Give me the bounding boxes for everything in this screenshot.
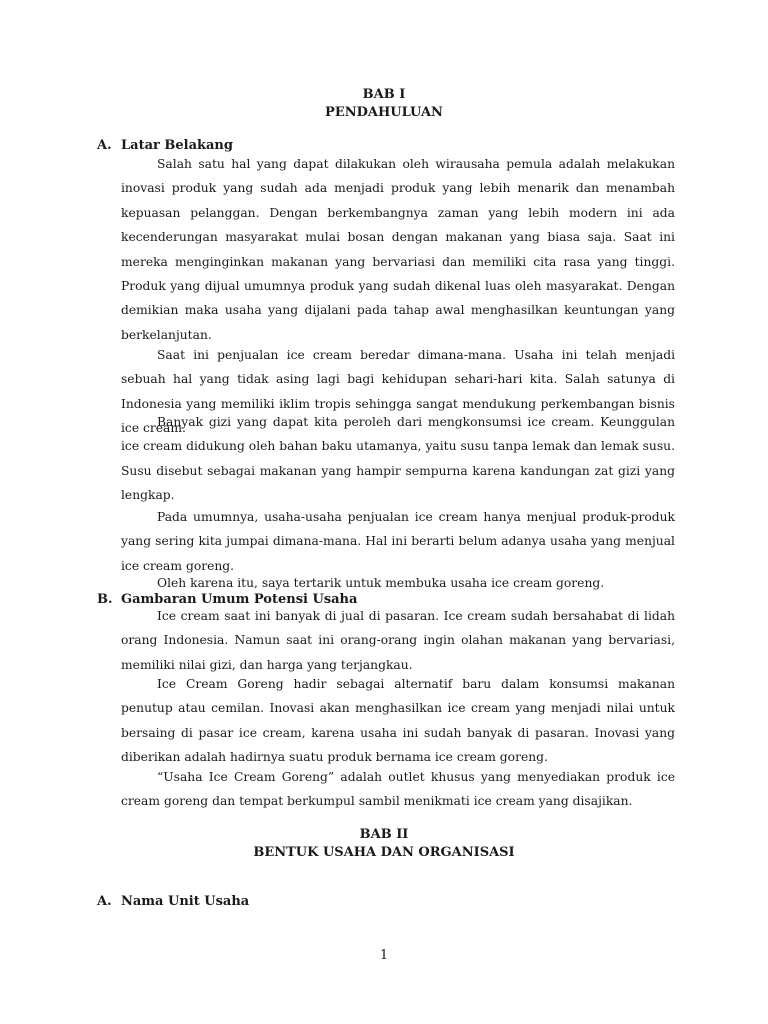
section-a-paragraph-5: Oleh karena itu, saya tertarik untuk membuka usaha ice cream goreng. [157, 576, 605, 590]
section-a-title: Latar Belakang [121, 138, 233, 153]
section-a-paragraph-4: Pada umumnya, usaha-usaha penjualan ice cream hanya menjual produk-produk yang sering kita jumpai dimana-mana. Hal ini berarti belum adanya usaha yang menjual ice cream goreng. [121, 510, 675, 573]
section-b-paragraph-1: Ice cream saat ini banyak di jual di pasaran. Ice cream sudah bersahabat di lidah orang Indonesia. Namun saat ini orang-orang ingin olahan makanan yang bervariasi, memiliki nilai gizi, dan harga yang terjangkau. [121, 609, 675, 672]
section-a-paragraph-3: Banyak gizi yang dapat kita peroleh dari mengkonsumsi ice cream. Keunggulan ice cream didukung oleh bahan baku utamanya, yaitu susu tanpa lemak dan lemak susu. Susu disebut sebagai makanan yang hampir sempurna karena kandungan zat gizi yang lengkap. [121, 415, 675, 503]
page-number: 1 [379, 948, 389, 963]
section-b-paragraph-2: Ice Cream Goreng hadir sebagai alternatif baru dalam konsumsi makanan penutup atau cemilan. Inovasi akan menghasilkan ice cream yang menjadi nilai untuk bersaing di pasar ice cream, karena usaha ini sudah banyak di pasaran. Inovasi yang diberikan adalah hadirnya suatu produk bernama ice cream goreng. [121, 677, 675, 765]
section-b-letter: B. [97, 592, 113, 607]
chapter-2-title: BENTUK USAHA DAN ORGANISASI [253, 845, 515, 860]
section-a-paragraph-1: Salah satu hal yang dapat dilakukan oleh wirausaha pemula adalah melakukan inovasi produk yang sudah ada menjadi produk yang lebih menarik dan menambah kepuasan pelanggan. Dengan berkembangnya zaman yang lebih modern ini ada kecenderungan masyarakat mulai bosan dengan makanan yang biasa saja. Saat ini mereka menginginkan makanan yang bervariasi dan memiliki cita rasa yang tinggi. Produk yang dijual umumnya produk yang sudah dikenal luas oleh masyarakat. Dengan demikian maka usaha yang dijalani pada tahap awal menghasilkan keuntungan yang berkelanjutan. [121, 157, 675, 342]
section-a-paragraph-2: Saat ini penjualan ice cream beredar dimana-mana. Usaha ini telah menjadi sebuah hal yang tidak asing lagi bagi kehidupan sehari-hari kita. Salah satunya di Indonesia yang memiliki iklim tropis sehingga sangat mendukung perkembangan bisnis ice cream. [121, 348, 675, 436]
chapter-2-section-a-heading [97, 893, 249, 911]
chapter-1-title: PENDAHULUAN [325, 105, 443, 120]
chapter-2-section-a-letter: A. [97, 894, 112, 909]
chapter-2-label: BAB II [359, 827, 409, 842]
chapter-1-label: BAB I [362, 87, 406, 102]
section-b-title: Gambaran Umum Potensi Usaha [121, 592, 358, 607]
section-a-letter: A. [97, 138, 112, 153]
chapter-2-section-a-title: Nama Unit Usaha [121, 894, 250, 909]
section-b-paragraph-3: “Usaha Ice Cream Goreng” adalah outlet khusus yang menyediakan produk ice cream goreng dan tempat berkumpul sambil menikmati ice cream yang disajikan. [121, 770, 675, 809]
